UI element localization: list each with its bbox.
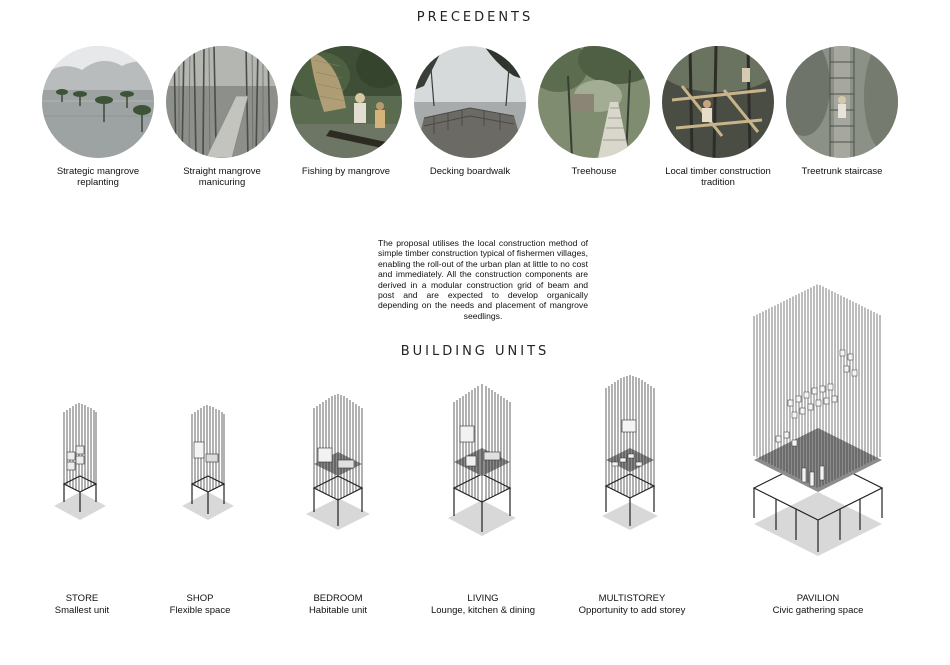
unit-name: MULTISTOREY	[598, 593, 666, 604]
precedent-boardwalk	[410, 46, 530, 177]
unit-label-bedroom	[258, 593, 418, 617]
unit-description: Civic gathering space	[772, 605, 864, 616]
unit-label-pavilion	[738, 593, 898, 617]
unit-label-living	[403, 593, 563, 617]
unit-label-multistorey	[552, 593, 712, 617]
unit-name: SHOP	[186, 593, 214, 604]
boardwalk-photo	[414, 46, 526, 158]
unit-description: Smallest unit	[54, 605, 110, 616]
unit-description: Lounge, kitchen & dining	[430, 605, 536, 616]
precedent-caption: Decking boardwalk	[429, 166, 511, 177]
treetrunk-staircase-photo	[786, 46, 898, 158]
precedent-caption: Local timber construction tradition	[665, 166, 771, 188]
pavilion-unit-drawing	[748, 280, 888, 580]
proposal-description: The proposal utilises the local construction method of simple timber construction typical of fishermen villages, enabling the roll-out of the urban plan at little to no cost and immediately. All the construction components are derived in a modular construction grid of beam and post and are expected to develop organically depending on the needs and placement of mangrove seedlings.	[378, 238, 588, 321]
precedent-caption: Treehouse	[571, 166, 617, 177]
timber-construction-photo	[662, 46, 774, 158]
unit-description: Opportunity to add storey	[578, 605, 686, 616]
living-unit-drawing	[444, 376, 520, 544]
precedent-treetrunk-staircase	[782, 46, 902, 177]
multistorey-unit-drawing	[598, 370, 662, 540]
precedent-timber-construction	[658, 46, 778, 188]
precedent-caption: Strategic mangrove replanting	[56, 166, 140, 188]
unit-name: BEDROOM	[313, 593, 363, 604]
precedent-fishing	[286, 46, 406, 177]
shop-unit-drawing	[178, 396, 238, 526]
unit-name: STORE	[65, 593, 99, 604]
precedent-caption: Fishing by mangrove	[301, 166, 391, 177]
precedent-mangrove-manicuring	[162, 46, 282, 188]
fishing-net-photo	[290, 46, 402, 158]
unit-label-shop	[120, 593, 280, 617]
mangrove-forest-path-photo	[166, 46, 278, 158]
unit-name: LIVING	[467, 593, 499, 604]
unit-description: Flexible space	[169, 605, 231, 616]
treehouse-photo	[538, 46, 650, 158]
building-units-title: BUILDING UNITS	[400, 344, 550, 359]
unit-name: PAVILION	[796, 593, 840, 604]
store-unit-drawing	[50, 396, 110, 526]
precedent-treehouse	[534, 46, 654, 177]
precedent-mangrove-replanting	[38, 46, 158, 188]
unit-description: Habitable unit	[308, 605, 368, 616]
precedent-caption: Straight mangrove manicuring	[183, 166, 261, 188]
mangrove-replanting-photo	[42, 46, 154, 158]
bedroom-unit-drawing	[302, 388, 374, 538]
precedent-caption: Treetrunk staircase	[801, 166, 883, 177]
precedents-title: PRECEDENTS	[416, 10, 534, 25]
